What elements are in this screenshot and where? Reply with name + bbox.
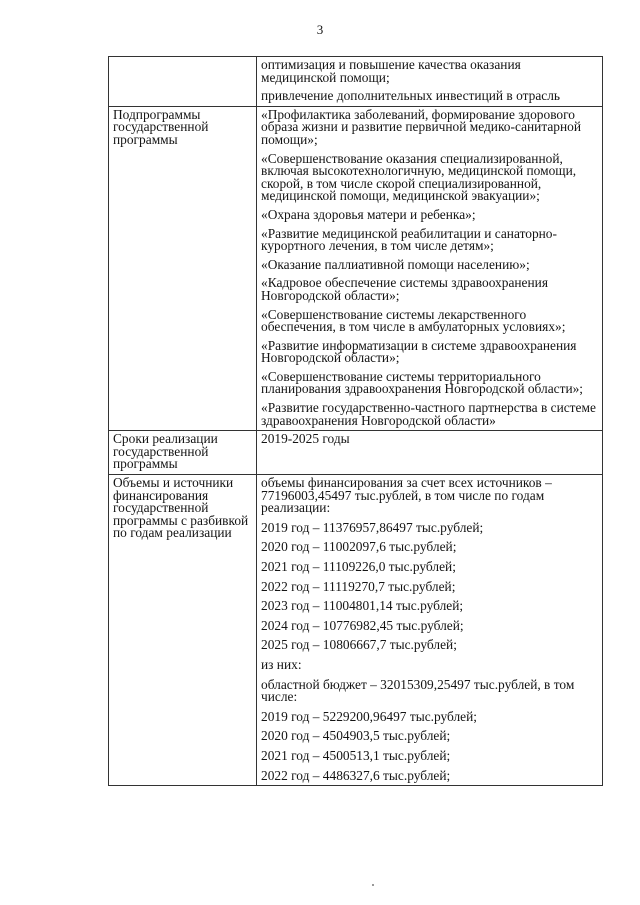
financing-item: из них:: [261, 656, 302, 672]
table-row: [109, 57, 603, 107]
subprogram-item: «Совершенствование системы лекарственного обеспечения, в том числе в амбулаторных условиях»;: [261, 306, 566, 335]
subprogram-item: «Оказание паллиативной помощи населению»;: [261, 256, 530, 272]
financing-item: 2019 год – 11376957,86497 тыс.рублей;: [261, 519, 484, 535]
financing-item: 2024 год – 10776982,45 тыс.рублей;: [261, 617, 464, 633]
page-number: 3: [316, 22, 324, 37]
financing-item: 2021 год – 4500513,1 тыс.рублей;: [261, 747, 451, 763]
row-label-financing: Объемы и источники финансирования государственной программы с разбивкой по годам реализации: [109, 475, 257, 786]
row-content-subprograms: [257, 106, 603, 430]
timeline-value: 2019-2025 годы: [261, 431, 350, 447]
row-label: [109, 57, 257, 107]
row-label-timeline: Сроки реализации государственной программы: [109, 431, 257, 475]
table-row: [109, 106, 603, 430]
financing-item: 2019 год – 5229200,96497 тыс.рублей;: [261, 708, 478, 724]
subprogram-item: «Профилактика заболеваний, формирование здорового образа жизни и развитие первичной медико-санитарной помощи»;: [261, 106, 582, 147]
row-content-timeline: [257, 431, 603, 475]
program-passport-table: [108, 56, 603, 786]
goal-item: оптимизация и повышение качества оказания медицинской помощи;: [261, 57, 521, 85]
financing-item: 2021 год – 11109226,0 тыс.рублей;: [261, 559, 456, 574]
subprogram-item: «Развитие информатизации в системе здравоохранения Новгородской области»;: [261, 337, 577, 366]
financing-item: 2025 год – 10806667,7 тыс.рублей;: [261, 637, 457, 653]
financing-item: 2023 год – 11004801,14 тыс.рублей;: [261, 598, 464, 614]
financing-item: 2020 год – 11002097,6 тыс.рублей;: [261, 539, 457, 555]
subprogram-item: «Совершенствование оказания специализированной, включая высокотехнологичную, медицинской помощи, скорой, в том числе скорой специализированной, медицинской помощи, медицинской эвакуации»;: [261, 150, 577, 204]
row-content-financing: [257, 475, 603, 786]
subprogram-item: «Развитие государственно-частного партнерства в системе здравоохранения Новгородской области»: [261, 400, 596, 428]
table-row: [109, 431, 603, 475]
subprogram-item: «Охрана здоровья матери и ребенка»;: [261, 206, 476, 222]
financing-item: 2020 год – 4504903,5 тыс.рублей;: [261, 728, 451, 744]
financing-item: областной бюджет – 32015309,25497 тыс.рублей, в том числе:: [261, 676, 575, 705]
subprogram-item: «Совершенствование системы территориального планирования здравоохранения Новгородской области»;: [261, 368, 584, 397]
row-content: [257, 57, 603, 107]
scan-speck: [372, 884, 374, 886]
financing-item: 2022 год – 11119270,7 тыс.рублей;: [261, 578, 456, 594]
goal-item: привлечение дополнительных инвестиций в отрасль: [261, 88, 561, 104]
financing-item: 2022 год – 4486327,6 тыс.рублей;: [261, 767, 451, 783]
financing-item: объемы финансирования за счет всех источников – 77196003,45497 тыс.рублей, в том числе по годам реализации:: [261, 475, 552, 516]
row-label-subprograms: Подпрограммы государственной программы: [109, 106, 257, 430]
table-row: [109, 475, 603, 786]
subprogram-item: «Кадровое обеспечение системы здравоохранения Новгородской области»;: [261, 275, 548, 303]
subprogram-item: «Развитие медицинской реабилитации и санаторно-курортного лечения, в том числе детям»;: [261, 225, 557, 254]
